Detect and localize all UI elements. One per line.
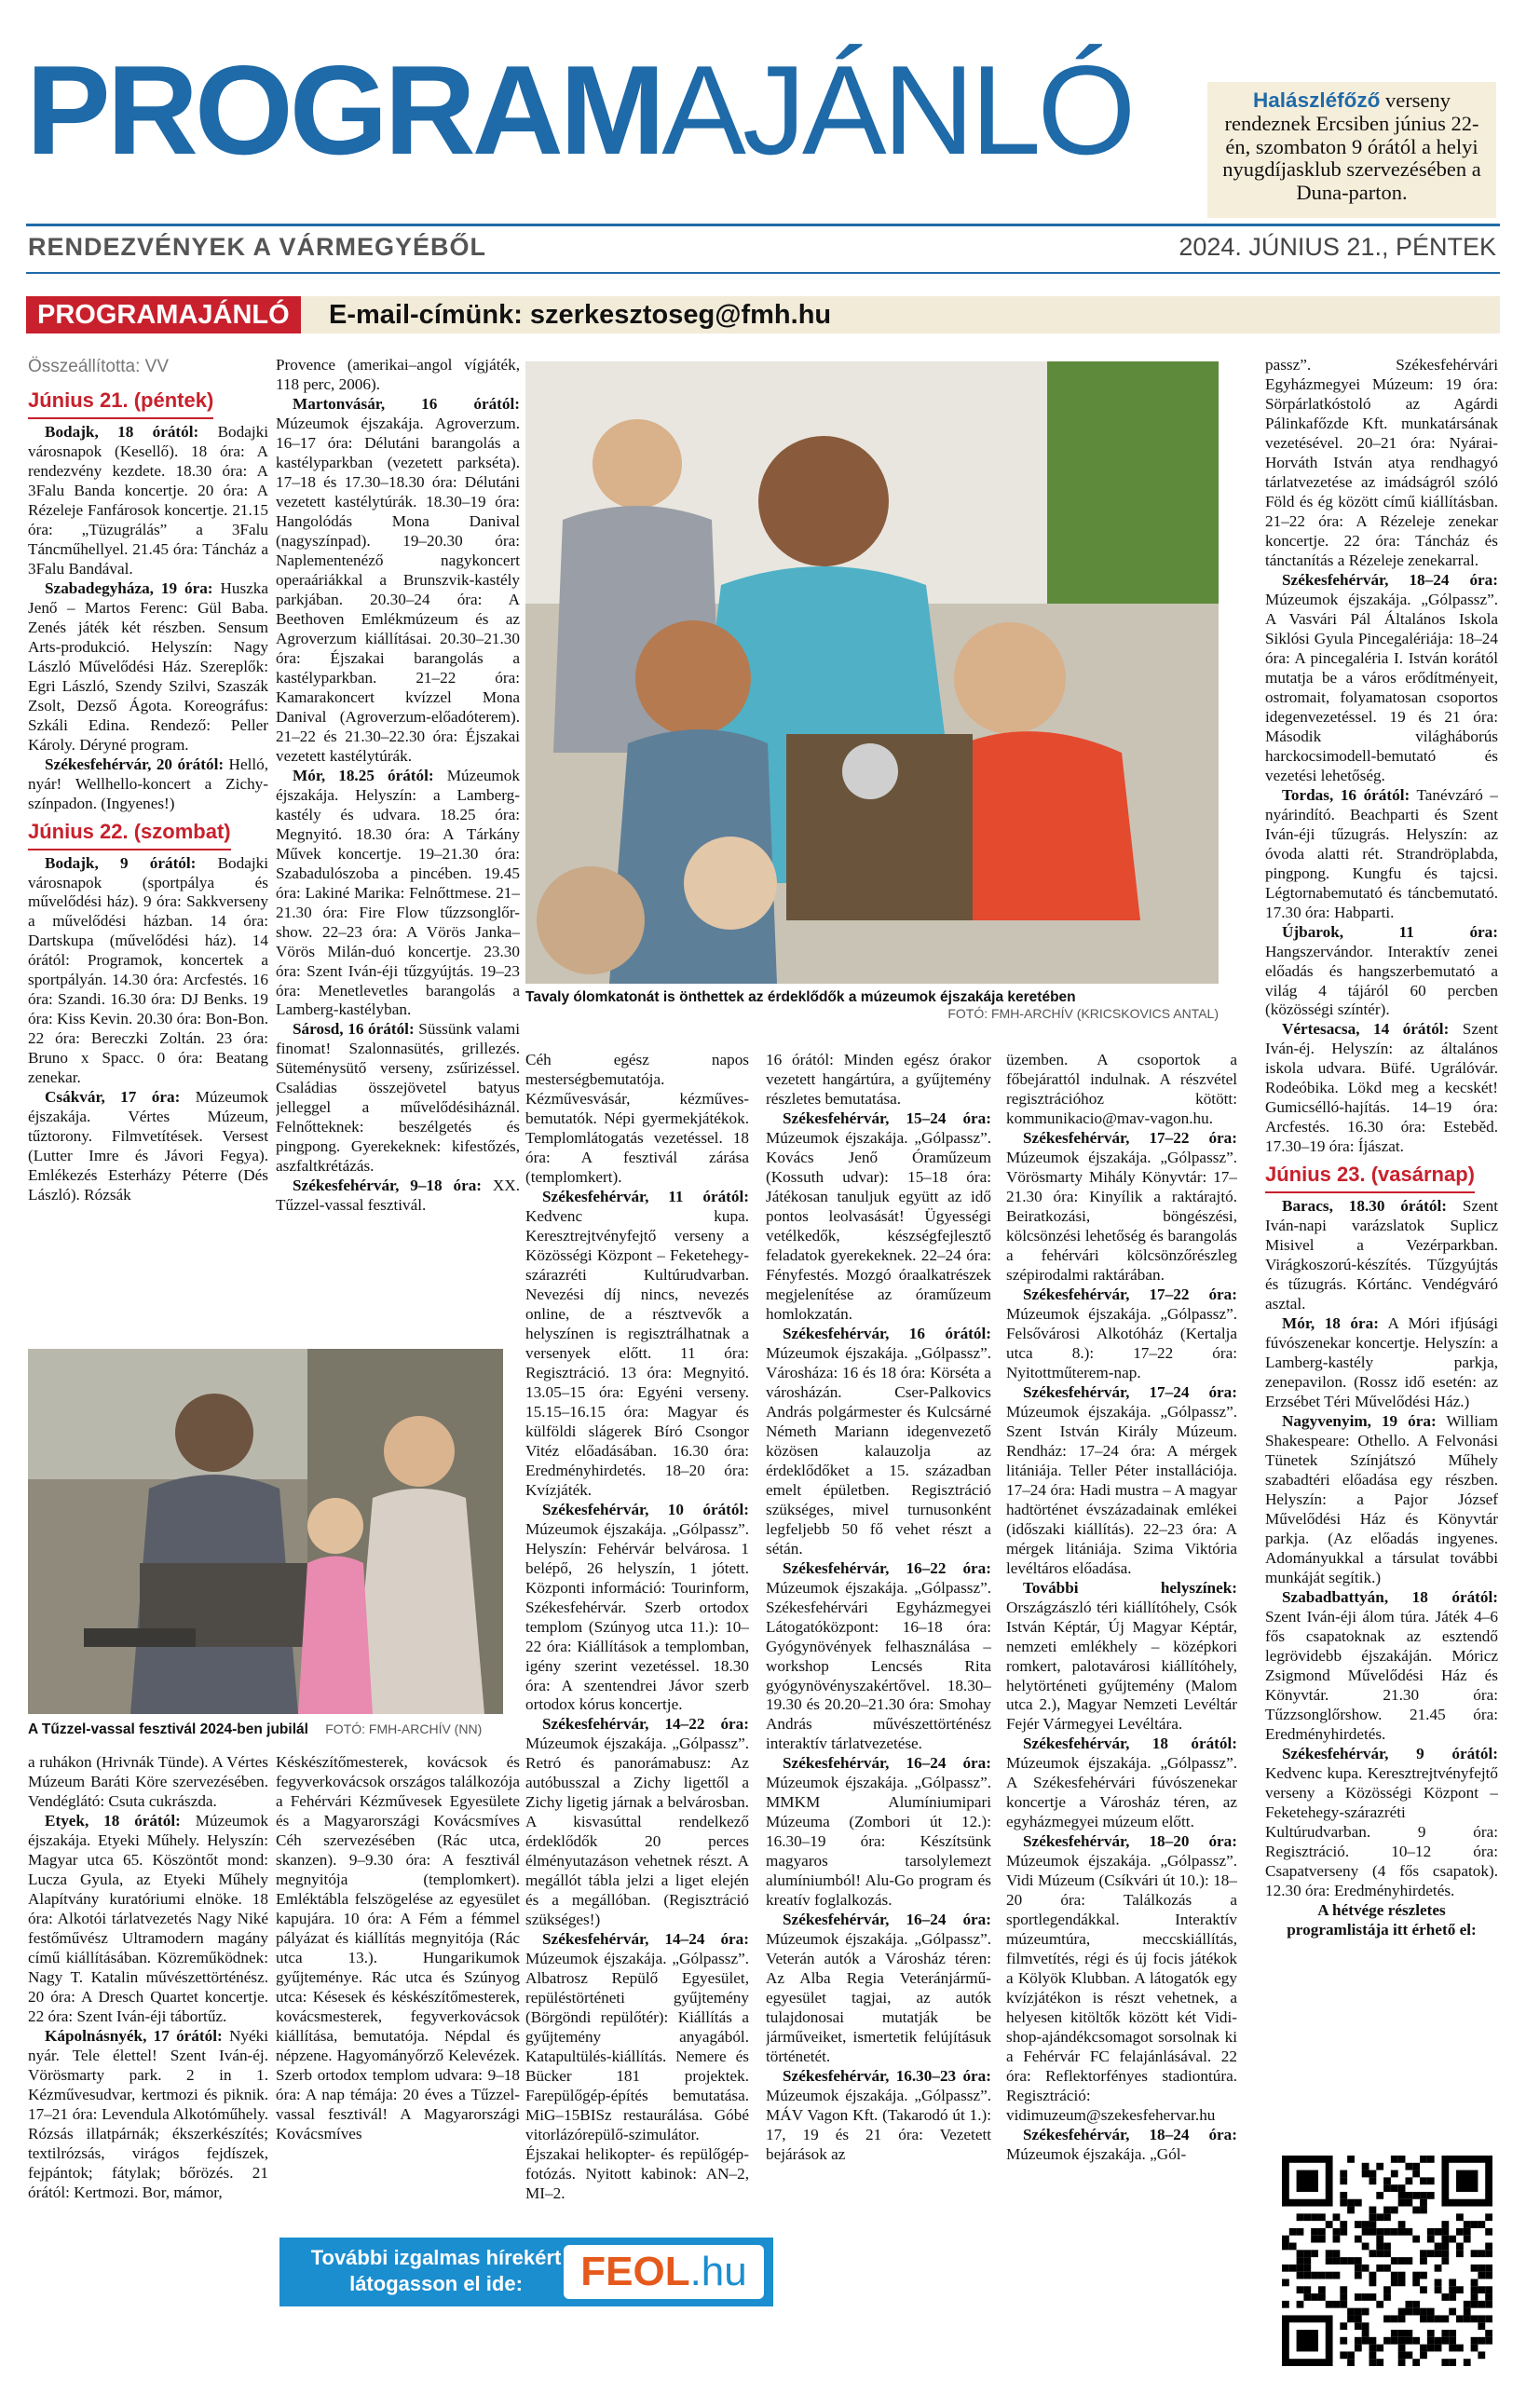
- feol-line-2: látogasson el ide:: [349, 2271, 523, 2295]
- teaser-highlight: Halászléfőző: [1253, 88, 1381, 112]
- event-text: Múzeumok éjszakája. „Gólpassz”. Szent István Király Múzeum. Rendház: 17–24 óra: A mérgek litániája. Teller Péter installációja. 17–24 óra: Hadi mustra – A magyar hadtörténet évszázadainak emlékei (időszaki kiállítás). 22–23 óra: A mérgek litániája. Szima Viktória levéltáros előadása.: [1006, 1402, 1237, 1577]
- event-place: Székesfehérvár, 17–22 óra:: [1023, 1285, 1237, 1303]
- event-place: Bodajk, 18 órától:: [45, 423, 199, 441]
- event-text: Múzeumok éjszakája. „Gólpassz”. Helyszín: Fehérvár belvárosa. 1 belépő, 26 helyszín, 1 jótett. Központi információ: Tourinform, Székesfehérvár. Szerb ortodox templom (Szúnyog utca 11.): 10–22 óra: Kiállítások a templomban, igény szerint vezetéssel. 18.30 óra: A szentendrei Jávor szerb ortodox kórus koncertje.: [525, 1519, 749, 1714]
- event-place: Baracs, 18.30 órától:: [1282, 1197, 1447, 1216]
- event-text: Múzeumok éjszakája. „Gólpassz”. Kovács Jenő Óraműzeum (Kossuth udvar): 15–18 óra: Játékosan tanuljuk együtt az idő pontos leolvasását! Ügyességi vetélkedők, készségfejlesztő feladatok gyerekeknek. 22–24 óra: Fényfestés. Mozgó óraalkatrészek megjelenítése az óraműzeum homlokzatán.: [766, 1128, 991, 1323]
- event-text: Múzeumok éjszakája. Etyeki Műhely. Helyszín: Magyar utca 65. Köszöntőt mond: Lucza Gyula, az Etyeki Műhely Alapítvány kuratóriumi elnöke. 18 óra: Alkotói tárlatvezetés Nagy Niké festőművész Ultramodern magány című kiállításában. Közreműködnek: Nagy T. Katalin művészettörténész. 20 óra: A Dresch Quartet koncertje. 22 óra: Szent Iván-éji tábortűz.: [28, 1811, 268, 2025]
- event-text: Bodajki városnapok (Kesellő). 18 óra: A rendezvény kezdete. 18.30 óra: A 3Falu Banda koncertje. 20 óra: A Rézeleje Fanfárosok koncertje. 21.15 óra: „Tüzugrálás” a 3Falu Táncműhellyel. 21.45 óra: Táncház a 3Falu Bandával.: [28, 423, 268, 578]
- compiled-by: Összeállította: VV: [28, 357, 170, 376]
- event-text: Múzeumok éjszakája. „Gólpassz”. Vörösmarty Mihály Könyvtár: 17–21.30 óra: Kinyílik a raktárajtó. Beiratkozási, böngészési, kölcsönzési lehetőség és barangolás a fehérvári kölcsönzőrészleg szépirodalmi raktárában.: [1006, 1148, 1237, 1284]
- event-text: Múzeumok éjszakája. „Gólpassz”. Vidi Múzeum (Csíkvári út 10.): 18–20 óra: Találkozás a sportlegendákkal. Interaktív múzeumtúra, meccskiállítás, filmvetítés, régi és új focis játékok a Kölyök Klubban. A látogatók egy kvízjátékon is részt vehetnek, a helyesen kitöltők között két Vidi-shop-ajándékcsomagot sorsolnak ki a Fehérvár FC felajánlásával. 22 óra: Reflektorfényes stadiontúra. Regisztráció: vidimuzeum@szekesfehervar.hu: [1006, 1852, 1237, 2125]
- event-text: Kedvenc kupa. Keresztrejtvényfejtő verseny a Közösségi Központ – Feketehegy-szárazréti Kultúrudvarban. Nevezési díj nincs, nevezés online, de a résztvevők a helyszínen is regisztrálhatnak a versenyek előtt. 11 óra: Regisztráció. 13 óra: Megnyitó. 13.05–15 óra: Egyéni verseny. 15.15–16.15 óra: Magyar és külföldi slágerek Bíró Csongor Vitéz előadásában. 16.30 óra: Eredményhirdetés. 18–20 óra: Kvízjáték.: [525, 1206, 749, 1499]
- column-2-top: [276, 356, 520, 1343]
- column-6: [1265, 356, 1498, 2144]
- column-1-bottom: [28, 1753, 268, 2238]
- caption-title: Tavaly ólomkatonát is önthettek az érdeklődők a múzeumok éjszakája keretében: [525, 989, 1076, 1005]
- event-place: Székesfehérvár, 18–24 óra:: [1282, 570, 1498, 589]
- main-photo: [525, 361, 1219, 984]
- event-text: XX. Tűzzel-vassal fesztivál.: [276, 1177, 520, 1215]
- event-place: Kápolnásnyék, 17 órától:: [45, 2026, 223, 2045]
- event-text: Múzeumok éjszakája. „Gólpassz”. Székesfehérvári Egyházmegyei Látogatóközpont: 16–18 óra: Gyógynövények felhasználása – workshop Lencsés Rita gyógynövényszakértővel. 18.30–19.30 és 20.20–21.30 óra: Smohay András művészettörténész interaktív tárlatvezetése.: [766, 1578, 991, 1753]
- event-text: William Shakespeare: Othello. A Felvonási Tünetek Színjátszó Műhely szabadtéri előadása egy részben. Helyszín: a Pajor József Művelődési Ház és Könyvtár parkja. (Az előadás ingyenes. Adományukkal a társulat további munkáját segítik.): [1265, 1412, 1498, 1586]
- event-place: Szabadbattyán, 18 órától:: [1282, 1587, 1498, 1606]
- teaser-text: verseny rendeznek Ercsiben június 22-én, szombaton 9 órától a helyi nyugdíjasklub szervezésében a Duna-parton.: [1222, 88, 1481, 204]
- event-place: Vértesacsa, 14 órától:: [1282, 1020, 1450, 1039]
- event-place: Székesfehérvár, 14–24 óra:: [542, 1930, 749, 1949]
- event-text: A Móri ifjúsági fúvószenekar koncertje. Helyszín: a Lamberg-kastély parkja, zenepavilon. (Rossz idő esetén: az Erzsébet Téri Művelődési Ház.): [1265, 1314, 1498, 1411]
- masthead-subtitle: RENDEZVÉNYEK A VÁRMEGYÉBŐL: [28, 233, 487, 261]
- event-text: Tanévzáró – nyárindító. Beachparti és Szent Iván-éji tűzugrás. Helyszín: az óvoda alatti rét. Strandröplabda, pingpong. Kungfu és tajcsi. Légtornabemutató és táncbemutató. 17.30 óra: Habparti.: [1265, 785, 1498, 921]
- event-place: Székesfehérvár, 17–24 óra:: [1023, 1382, 1237, 1401]
- event-text: passz”. Székesfehérvári Egyházmegyei Múzeum: 19 óra: Sörpárlatkóstoló az Agárdi Pálinkafőzde Kft. munkatársának vezetésével. 20–21 óra: Nyárai-Horváth István atya rendhagyó tárlatvezetése az imádságról szóló Föld és ég között című kiállításban. 21–22 óra: A Rézeleje zenekar koncertje. 22 óra: Táncház és tánctanítás a Rézeleje zenekarral.: [1265, 356, 1498, 569]
- event-text: a ruhákon (Hrivnák Tünde). A Vértes Múzeum Baráti Köre szervezésében. Vendéglátó: Csuta cukrászda.: [28, 1753, 268, 1810]
- day-heading-saturday: Június 22. (szombat): [28, 820, 231, 850]
- event-place: Bodajk, 9 órától:: [45, 853, 197, 872]
- event-text: Múzeumok éjszakája. „Gólpassz”. Albatrosz Repülő Egyesület, repüléstörténeti gyűjtemény (Börgöndi repülőtér): Kiállítás a gyűjtemény anyagából. Katapultülés-kiállítás. Nemere és Bücker 181 projektek. Farepülőgép-építés bemutatása. MiG–15BISz restaurálása. Góbé vitorlázórepülő-szimulátor. Éjszakai helikopter- és repülőgép-fotózás. Nyitott kabinok: AN–2, MI–2.: [525, 1950, 749, 2203]
- event-place: Nagyvenyim, 19 óra:: [1282, 1412, 1437, 1431]
- event-text: 16 órától: Minden egész órakor vezetett hangártúra, a gyűjtemény részletes bemutatása.: [766, 1051, 991, 1108]
- event-text: Nyéki nyár. Tele élettel! Szent Iván-éj. Vörösmarty park. 2 in 1. Kézművesudvar, kertmozi és piknik. 17–21 óra: Levendula Alkotóműhely. Rózsás illatpárnák; ékszerkészítés; textilrózsás, virágos fejdíszek, fejpántok; fátylak; bőrözés. 21 órától: Kertmozi. Bor, mámor,: [28, 2026, 268, 2201]
- event-place: Szabadegyháza, 19 óra:: [45, 578, 213, 597]
- sub-rule: [26, 272, 1500, 274]
- section-banner: [26, 296, 1500, 333]
- event-place: Székesfehérvár, 10 órától:: [542, 1500, 749, 1518]
- masthead-title: [26, 39, 1133, 181]
- event-place: Székesfehérvár, 11 órától:: [542, 1187, 749, 1205]
- event-place: Székesfehérvár, 17–22 óra:: [1023, 1128, 1237, 1147]
- feol-line-1: További izgalmas hírekért: [310, 2246, 562, 2269]
- event-text: Szent Iván-éj. Helyszín: az általános iskola udvara. Büfé. Ugrálóvár. Rodeóbika. Lökd meg a kecskét! Gumicsélló-hajítás. 14–19 óra: Arcfestés. 16.30 óra: Esteběd. 17.30–19 óra: Íjászat.: [1265, 1020, 1498, 1156]
- event-place: Székesfehérvár, 16–24 óra:: [783, 1911, 991, 1929]
- masthead-rule: [26, 224, 1500, 226]
- day-heading-friday: Június 21. (péntek): [28, 388, 213, 419]
- event-place: További helyszínek:: [1023, 1578, 1237, 1597]
- event-place: Székesfehérvár, 18–24 óra:: [1023, 2126, 1237, 2144]
- qr-code[interactable]: [1282, 2156, 1492, 2366]
- event-text: Múzeumok éjszakája. „Gólpassz”. Városháza: 16 és 18 óra: Körséta a városházán. Cser-Palkovics András polgármester és Kulcsárné Németh Mariann idegenvezető közösen kalauzolja az érdeklődőket a 15. században emelt épületben. Regisztráció szükséges, mivel turnusonként legfeljebb 50 fő vehet részt a sétán.: [766, 1343, 991, 1558]
- event-text: Szent Iván-napi varázslatok Suplicz Misivel a Vezérparkban. Virágkoszorú-készítés. Tűzgyújtás és tűzugrás. Kórtánc. Vendégváró asztal.: [1265, 1197, 1498, 1313]
- event-text: Süssünk valami finomat! Szalonnasütés, grillezés. Süteménysütő verseny, zsűrizéssel. Családias összejövetel batyus jelleggel a művelődésiháznál. Felnőtteknek: beszélgetés és pingpong. Gyerekeknek: kifestőzés, aszfaltkrétázás.: [276, 1020, 520, 1176]
- event-place: Székesfehérvár, 16.30–23 óra:: [783, 2067, 991, 2086]
- event-text: Késkészítőmesterek, kovácsok és fegyverkovácsok országos találkozója a Fehérvári Kézművesek Egyesülete és a Magyarországi Kovácsmíves Céh szervezésében (Rác utca, skanzen). 9–9.30 óra: A fesztivál megnyitója (templomkert). Emléktábla felszögelése az egyesület kapujára. 10 óra: A Fém a fémmel pályázat és kiállítás megnyitója (Rác utca 13.). Hungarikumok gyűjteménye. Rác utca és Szúnyog utca: Késesek és késkészítőmesterek, kovácsmesterek, fegyverkovácsok kiállítása, bemutatója. Népdal és népzene. Hagyományőrző Kelevézek. Szerb ortodox templom udvara: 9–18 óra: A nap témája: 20 éves a Tűzzel-vassal fesztivál! A Magyarországi Kovácsmíves: [276, 1753, 520, 2143]
- event-text: Céh egész napos mesterségbemutatója. Kézművesvásár, kézműves-bemutatók. Népi gyermekjátékok. Templomlátogatás vezetéssel. 18 óra: A fesztivál zárása (templomkert).: [525, 1051, 749, 1186]
- event-text: Huszka Jenő – Martos Ferenc: Gül Baba. Zenés játék két részben. Sensum Arts-produkció. Helyszín: Nagy László Művelődési Ház. Szereplők: Egri László, Szendy Szilvi, Szaszák Zsolt, Dezső Ágota. Koreográfus: Szkáli Edina. Rendező: Peller Károly. Déryné program.: [28, 578, 268, 754]
- masthead-title-light: AJÁNLÓ: [661, 39, 1133, 181]
- issue-date: 2024. JÚNIUS 21., PÉNTEK: [1179, 233, 1496, 261]
- event-text: Múzeumok éjszakája. „Gól-: [1006, 2145, 1187, 2164]
- event-place: Újbarok, 11 óra:: [1282, 922, 1498, 941]
- event-text: Múzeumok éjszakája. „Gólpassz”. Veterán autók a Városház téren: Az Alba Regia Veteránjármű-egyesület tagjai, az autók tulajdonosai mutatják be járműveiket, ismertetik felújításuk történetét.: [766, 1930, 991, 2066]
- event-place: Székesfehérvár, 16–22 óra:: [783, 1558, 991, 1577]
- event-place: Tordas, 16 órától:: [1282, 785, 1410, 804]
- banner-email[interactable]: E-mail-címünk: szerkesztoseg@fmh.hu: [329, 300, 832, 330]
- event-place: Székesfehérvár, 16 órától:: [783, 1324, 991, 1342]
- masthead-title-bold: PROGRAM: [26, 39, 662, 181]
- event-text: Múzeumok éjszakája. „Gólpassz”. Felsővárosi Alkotóház (Kertalja utca 8.): 17–22 óra: Nyitottműterem-nap.: [1006, 1304, 1237, 1381]
- main-photo-caption: [525, 989, 1219, 1021]
- event-text: Múzeumok éjszakája. Agroverzum. 16–17 óra: Délutáni barangolás a kastélyparkban (vezetett parkséta). 17–18 és 17.30–18.30 óra: Délutáni vezetett kastélytúrák. 18.30–19 óra: Hangolódás Mona Danival (nagyszínpad). 19–20.30 óra: Naplementenéző nagykoncert operaáriákkal a Brunszvik-kastély parkjában. 20.30–24 óra: A Beethoven Emlékmúzeum és az Agroverzum kiállításai. 20.30–21.30 óra: Éjszakai barangolás a kastélyparkban. 21–22 óra: Kamarakoncert kvízzel Mona Danival (Agroverzum-előadóterem). 21–22 és 21.30–22.30 óra: Éjszakai vezetett kastélytúrák.: [276, 414, 520, 765]
- event-text: üzemben. A csoportok a főbejárattól indulnak. A részvétel regisztrációhoz kötött: kommunikacio@mav-vagon.hu.: [1006, 1051, 1237, 1127]
- event-text: Múzeumok éjszakája. „Gólpassz”. A Székesfehérvári fúvószenekar koncertje a Városház téren, az egyházmegyei múzeum előtt.: [1006, 1754, 1237, 1831]
- event-place: Székesfehérvár, 18–20 óra:: [1023, 1832, 1237, 1851]
- event-text: Múzeumok éjszakája. „Gólpassz”. MMKM Alumíniumipari Múzeuma (Zombori út 12.): 16.30–19 óra: Készítsünk magyaros tarsolylemezt alumíniumból! Alu-Go program és kreatív foglalkozás.: [766, 1774, 991, 1910]
- event-place: Mór, 18.25 órától:: [293, 766, 434, 784]
- caption-source: FOTÓ: FMH-ARCHÍV (NN): [325, 1721, 483, 1736]
- event-place: Székesfehérvár, 20 órától:: [45, 755, 225, 773]
- event-text: Hangszervándor. Interaktív zenei előadás és hangszerbemutató a világ 4 tájáról 60 percben (közösségi színtér).: [1265, 942, 1498, 1019]
- column-2-bottom: [276, 1753, 520, 2219]
- caption-title: A Tűzzel-vassal fesztivál 2024-ben jubilál: [28, 1721, 308, 1737]
- event-place: Székesfehérvár, 15–24 óra:: [783, 1109, 991, 1127]
- banner-tag: PROGRAMAJÁNLÓ: [26, 296, 301, 333]
- event-text: Múzeumok éjszakája. „Gólpassz”. A Vasvári Pál Általános Iskola Siklósi Gyula Pincegalériája: 18–24 óra: A pincegaléria I. István korától mutatja be a város erődítményeit, ostromait, folyamatosan csoportos idegenvezetéssel. 19 és 21 óra: Második világháborús harckocsimodell-bemutató és vezetési lehetőség.: [1265, 590, 1498, 784]
- event-text: Országzászló téri kiállítóhely, Csók István Képtár, Új Magyar Képtár, nemzeti emlékhely – középkori romkert, palotavárosi kiállítóhely, helytörténeti gyűjtemény (Malom utca 2.), Magyar Nemzeti Levéltár Fejér Vármegyei Levéltára.: [1006, 1598, 1237, 1734]
- event-place: Székesfehérvár, 14–22 óra:: [542, 1715, 749, 1734]
- event-text: Kedvenc kupa. Keresztrejtvényfejtő verseny a Közösségi Központ – Feketehegy-szárazréti Kultúrudvarban. 9 óra: Regisztráció. 10–12 óra: Csapatverseny (4 fős csapatok). 12.30 óra: Eredményhirdetés.: [1265, 1763, 1498, 1899]
- event-place: Székesfehérvár, 9–18 óra:: [293, 1177, 483, 1195]
- event-text: Múzeumok éjszakája. Helyszín: a Lamberg-kastély és udvara. 18.25 óra: Megnyitó. 18.30 óra: A Tárkány Művek koncertje. 19–21.30 óra: Szabadulószoba a pincében. 19.45 óra: Lakiné Marika: Felnőttmese. 21–21.30 óra: Fire Flow tűzzsonglőr-show. 22–23 óra: A Vörös Janka–Vörös Milán-duó koncertje. 23.30 óra: Szent Iván-éji tűzgyújtás. 19–23 óra: Menetlevetles barangolás a Lamberg-kastélyban.: [276, 766, 520, 1019]
- festival-photo-image: [28, 1349, 503, 1714]
- feol-brand: FEOL: [580, 2249, 690, 2294]
- main-photo-image: [525, 361, 1219, 984]
- event-place: Martonvásár, 16 órától:: [293, 394, 520, 413]
- festival-photo-caption: [28, 1721, 503, 1738]
- event-place: Csákvár, 17 óra:: [45, 1088, 181, 1107]
- day-heading-sunday: Június 23. (vasárnap): [1265, 1163, 1475, 1193]
- column-4: [766, 1051, 991, 2374]
- event-text: Bodajki városnapok (sportpálya és művelődési ház). 9 óra: Sakkverseny a művelődési házban. 14 óra: Dartskupa (művelődési ház). 14 órától: Programok, koncertek a sportpályán. 14.30 óra: Arcfestés. 16 óra: Szandi. 16.30 óra: DJ Benks. 19 óra: Kiss Kevin. 20.30 óra: Bon-Bon. 22 óra: Bereczki Zoltán. 23 óra: Bruno x Spacc. 0 óra: Beatang zenekar.: [28, 853, 268, 1087]
- teaser-box: [1207, 82, 1496, 218]
- column-1-top: [28, 356, 268, 1343]
- feol-suffix: .hu: [689, 2249, 747, 2294]
- event-text: Múzeumok éjszakája. „Gólpassz”. Retró és panorámabusz: Az autóbusszal a Zichy ligettől a Zichy ligetig járnak a belvárosban. A kisvasúttal rendelkező érdeklődők 20 perces élményutazáson vehetnek részt. A megállót tábla jelzi a liget elején és a megállóban. (Regisztráció szükséges!): [525, 1735, 749, 1929]
- festival-photo: [28, 1349, 503, 1714]
- event-text: Szent Iván-éji álom túra. Játék 4–6 fős csapatoknak az esztendő legrövidebb éjszakáján. Móricz Zsigmond Művelődési Ház és Könyvtár. 21.30 óra: Tűzzsonglőrshow. 21.45 óra: Eredményhirdetés.: [1265, 1607, 1498, 1743]
- event-place: Sárosd, 16 órától:: [293, 1020, 415, 1039]
- event-text: Provence (amerikai–angol vígjáték, 118 perc, 2006).: [276, 356, 520, 393]
- column-3: [525, 1051, 749, 2374]
- column-5: [1006, 1051, 1237, 2374]
- event-text: Múzeumok éjszakája. Vértes Múzeum, tűztorony. Filmvetítések. Versest (Lutter Imre és Jávori Fegya). Emlékezés Esterházy Péterre (Dés László). Rózsák: [28, 1088, 268, 1204]
- qr-intro-text: A hétvége részletes programlistája itt érhető el:: [1287, 1900, 1477, 1939]
- event-text: Helló, nyár! Wellhello-koncert a Zichy-színpadon. (Ingyenes!): [28, 755, 268, 812]
- event-place: Székesfehérvár, 9 órától:: [1282, 1744, 1498, 1762]
- caption-source: FOTÓ: FMH-ARCHÍV (KRICSKOVICS ANTAL): [947, 1006, 1219, 1021]
- event-place: Mór, 18 óra:: [1282, 1314, 1379, 1333]
- event-place: Etyek, 18 órától:: [45, 1811, 181, 1830]
- event-place: Székesfehérvár, 16–24 óra:: [783, 1754, 991, 1773]
- event-text: Múzeumok éjszakája. „Gólpassz”. MÁV Vagon Kft. (Takarodó út 1.): 17, 19 és 21 óra: Vezetett bejárások az: [766, 2087, 991, 2164]
- event-place: Székesfehérvár, 18 órától:: [1023, 1735, 1237, 1753]
